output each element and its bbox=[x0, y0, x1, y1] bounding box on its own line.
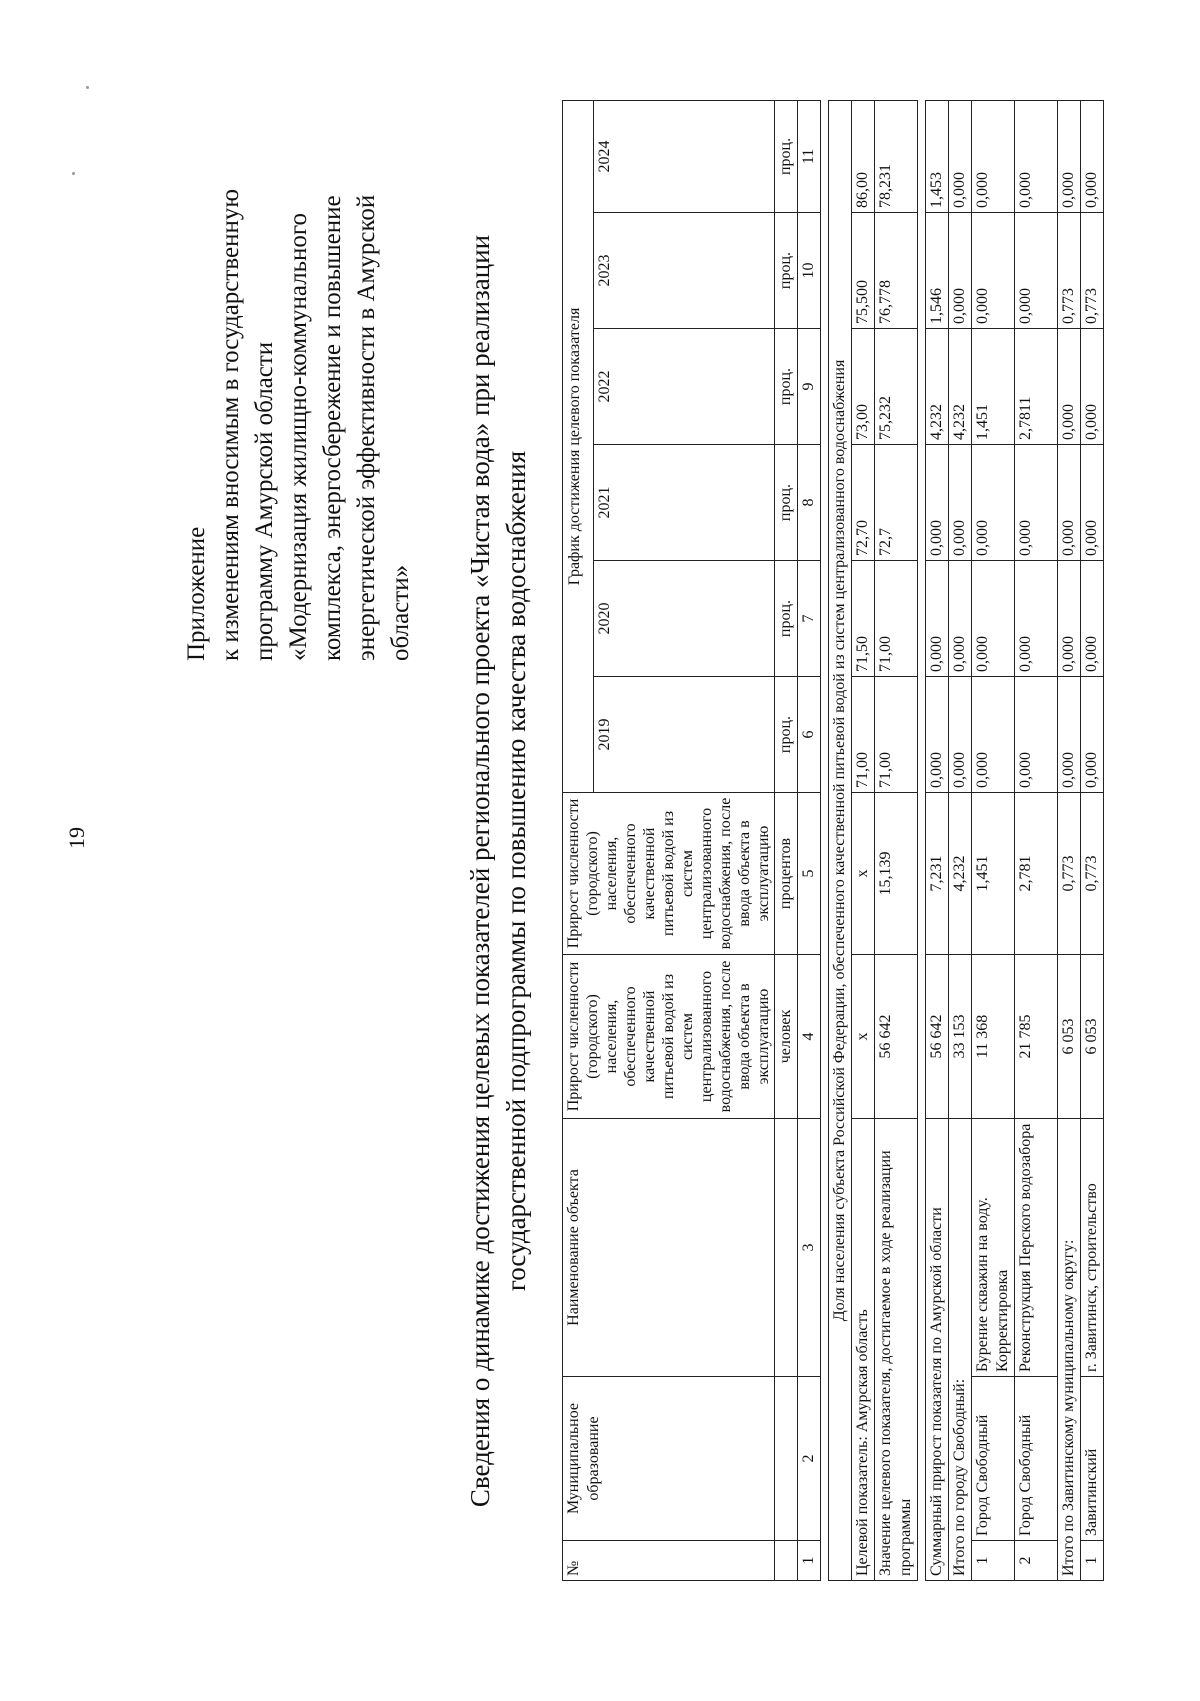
year-value: 0,773 bbox=[1081, 213, 1104, 329]
table-row bbox=[926, 100, 949, 1580]
separator-row bbox=[821, 100, 829, 1580]
year-value: 86,00 bbox=[852, 100, 875, 212]
header-object-name: Наименование объекта bbox=[563, 1119, 775, 1377]
year-value: 0,000 bbox=[926, 445, 949, 561]
year-value: 72,70 bbox=[852, 445, 875, 561]
header-municipality: Муниципальное образование bbox=[563, 1377, 775, 1541]
year-value: 4,232 bbox=[949, 329, 972, 445]
year-value: 0,000 bbox=[1081, 677, 1104, 793]
header-year: 2020 bbox=[594, 561, 775, 677]
header-schedule: График достижения целевого показателя bbox=[563, 100, 594, 792]
section-title-row bbox=[829, 100, 852, 1580]
table-row bbox=[852, 100, 875, 1580]
table-row bbox=[1081, 100, 1104, 1580]
appendix-line: энергетической эффективности в Амурской bbox=[353, 194, 380, 661]
column-number: 2 bbox=[798, 1377, 821, 1541]
row-num: 1 bbox=[972, 1541, 1015, 1581]
unit-cell: проц. bbox=[775, 677, 798, 793]
year-value: 0,000 bbox=[1058, 445, 1081, 561]
table-row bbox=[875, 100, 918, 1580]
year-value: 1,546 bbox=[926, 213, 949, 329]
column-number: 10 bbox=[798, 213, 821, 329]
percent-cell: 4,232 bbox=[949, 793, 972, 955]
column-number: 8 bbox=[798, 445, 821, 561]
year-value: 0,000 bbox=[1081, 445, 1104, 561]
object-cell: Бурение скважин на воду. Корректировка bbox=[972, 1119, 1015, 1377]
title-line: государственной подпрограммы по повышению качества водоснабжения bbox=[501, 450, 531, 1292]
year-value: 0,000 bbox=[926, 677, 949, 793]
percent-cell: x bbox=[852, 793, 875, 955]
row-num: 1 bbox=[1081, 1541, 1104, 1581]
year-value: 0,773 bbox=[1058, 213, 1081, 329]
header-num: № bbox=[563, 1541, 775, 1581]
row-label: Целевой показатель: Амурская область bbox=[852, 1119, 875, 1581]
percent-cell: 1,451 bbox=[972, 793, 1015, 955]
indicators-table bbox=[562, 100, 1104, 1581]
header-year: 2022 bbox=[594, 329, 775, 445]
units-row bbox=[775, 100, 798, 1580]
appendix-line: к изменениям вносимым в государственную bbox=[217, 188, 244, 661]
column-number: 7 bbox=[798, 561, 821, 677]
appendix-block bbox=[180, 81, 418, 661]
table-row bbox=[1015, 100, 1058, 1580]
document-title bbox=[462, 221, 534, 1521]
column-number: 3 bbox=[798, 1119, 821, 1377]
section-title: Доля населения субъекта Российской Федерации, обеспеченного качественной питьевой водой из систем централизованного водоснабжения bbox=[829, 100, 852, 1580]
year-value: 0,000 bbox=[1015, 445, 1058, 561]
percent-cell: 7,231 bbox=[926, 793, 949, 955]
year-value: 78,231 bbox=[875, 100, 918, 212]
header-year: 2023 bbox=[594, 213, 775, 329]
year-value: 71,50 bbox=[852, 561, 875, 677]
table-row bbox=[1058, 100, 1081, 1580]
year-value: 2,7811 bbox=[1015, 329, 1058, 445]
year-value: 0,000 bbox=[949, 445, 972, 561]
column-number: 1 bbox=[798, 1541, 821, 1581]
separator-row bbox=[918, 100, 926, 1580]
column-number: 6 bbox=[798, 677, 821, 793]
people-cell: 56 642 bbox=[926, 955, 949, 1119]
header-year: 2021 bbox=[594, 445, 775, 561]
year-value: 1,453 bbox=[926, 100, 949, 212]
year-value: 4,232 bbox=[926, 329, 949, 445]
table-row bbox=[949, 100, 972, 1580]
year-value: 0,000 bbox=[949, 561, 972, 677]
appendix-line: «Модернизация жилищно-коммунального bbox=[285, 212, 312, 661]
year-value: 0,000 bbox=[972, 561, 1015, 677]
year-value: 0,000 bbox=[1015, 213, 1058, 329]
unit-cell: проц. bbox=[775, 213, 798, 329]
municipality-cell: Завитинский bbox=[1081, 1377, 1104, 1541]
year-value: 0,000 bbox=[1015, 561, 1058, 677]
row-label: Итого по городу Свободный: bbox=[949, 1119, 972, 1581]
percent-cell: 0,773 bbox=[1058, 793, 1081, 955]
year-value: 71,00 bbox=[875, 561, 918, 677]
people-cell: 21 785 bbox=[1015, 955, 1058, 1119]
year-value: 0,000 bbox=[972, 677, 1015, 793]
row-num: 2 bbox=[1015, 1541, 1058, 1581]
year-value: 0,000 bbox=[972, 100, 1015, 212]
header-growth-people: Прирост численности (городского) населения, обеспеченного качественной питьевой водой из систем централизованного водоснабжения, после ввода объекта в эксплуатацию bbox=[563, 955, 775, 1119]
unit-cell: проц. bbox=[775, 445, 798, 561]
header-year: 2019 bbox=[594, 677, 775, 793]
percent-cell: 15,139 bbox=[875, 793, 918, 955]
column-number: 4 bbox=[798, 955, 821, 1119]
year-value: 0,000 bbox=[972, 445, 1015, 561]
scan-speck bbox=[86, 86, 89, 89]
year-value: 75,232 bbox=[875, 329, 918, 445]
people-cell: 33 153 bbox=[949, 955, 972, 1119]
column-number-row bbox=[798, 100, 821, 1580]
row-label: Итого по Завитинскому муниципальному округу: bbox=[1058, 1119, 1081, 1581]
year-value: 71,00 bbox=[852, 677, 875, 793]
appendix-line: программу Амурской области bbox=[251, 341, 278, 661]
year-value: 73,00 bbox=[852, 329, 875, 445]
year-value: 75,500 bbox=[852, 213, 875, 329]
year-value: 0,000 bbox=[1058, 677, 1081, 793]
scan-speck bbox=[72, 172, 75, 175]
percent-cell: 0,773 bbox=[1081, 793, 1104, 955]
unit-cell: проц. bbox=[775, 329, 798, 445]
year-value: 0,000 bbox=[949, 100, 972, 212]
object-cell: Реконструкция Перского водозабора bbox=[1015, 1119, 1058, 1377]
year-value: 0,000 bbox=[949, 677, 972, 793]
row-label: Значение целевого показателя, достигаемое в ходе реализации программы bbox=[875, 1119, 918, 1581]
year-value: 0,000 bbox=[1081, 561, 1104, 677]
year-value: 1,451 bbox=[972, 329, 1015, 445]
people-cell: 56 642 bbox=[875, 955, 918, 1119]
unit-cell: проц. bbox=[775, 561, 798, 677]
column-number: 9 bbox=[798, 329, 821, 445]
column-number: 11 bbox=[798, 100, 821, 212]
column-number: 5 bbox=[798, 793, 821, 955]
year-value: 0,000 bbox=[1058, 561, 1081, 677]
year-value: 0,000 bbox=[926, 561, 949, 677]
year-value: 0,000 bbox=[1058, 100, 1081, 212]
year-value: 0,000 bbox=[972, 213, 1015, 329]
year-value: 0,000 bbox=[1058, 329, 1081, 445]
header-year: 2024 bbox=[594, 100, 775, 212]
appendix-line: комплекса, энергосбережение и повышение bbox=[319, 195, 346, 661]
municipality-cell: Город Свободный bbox=[972, 1377, 1015, 1541]
year-value: 0,000 bbox=[1015, 677, 1058, 793]
people-cell: 6 053 bbox=[1081, 955, 1104, 1119]
unit-cell: проц. bbox=[775, 100, 798, 212]
year-value: 0,000 bbox=[1081, 329, 1104, 445]
year-value: 0,000 bbox=[1015, 100, 1058, 212]
year-value: 72,7 bbox=[875, 445, 918, 561]
year-value: 0,000 bbox=[949, 213, 972, 329]
year-value: 76,778 bbox=[875, 213, 918, 329]
header-row bbox=[563, 100, 594, 1580]
table-row bbox=[972, 100, 1015, 1580]
title-line: Сведения о динамике достижения целевых показателей регионального проекта «Чистая вода» при реализации bbox=[465, 234, 495, 1508]
year-value: 71,00 bbox=[875, 677, 918, 793]
page-number: 19 bbox=[64, 827, 89, 849]
municipality-cell: Город Свободный bbox=[1015, 1377, 1058, 1541]
people-cell: x bbox=[852, 955, 875, 1119]
header-growth-percent: Прирост численности (городского) населения, обеспеченного качественной питьевой водой из систем централизованного водоснабжения, после ввода объекта в эксплуатацию bbox=[563, 793, 775, 955]
appendix-line: Приложение bbox=[183, 526, 210, 661]
unit-cell: процентов bbox=[775, 793, 798, 955]
object-cell: г. Завитинск, строительство bbox=[1081, 1119, 1104, 1377]
people-cell: 6 053 bbox=[1058, 955, 1081, 1119]
appendix-line: области» bbox=[387, 564, 414, 661]
percent-cell: 2,781 bbox=[1015, 793, 1058, 955]
people-cell: 11 368 bbox=[972, 955, 1015, 1119]
unit-cell: человек bbox=[775, 955, 798, 1119]
row-label: Суммарный прирост показателя по Амурской области bbox=[926, 1119, 949, 1581]
year-value: 0,000 bbox=[1081, 100, 1104, 212]
